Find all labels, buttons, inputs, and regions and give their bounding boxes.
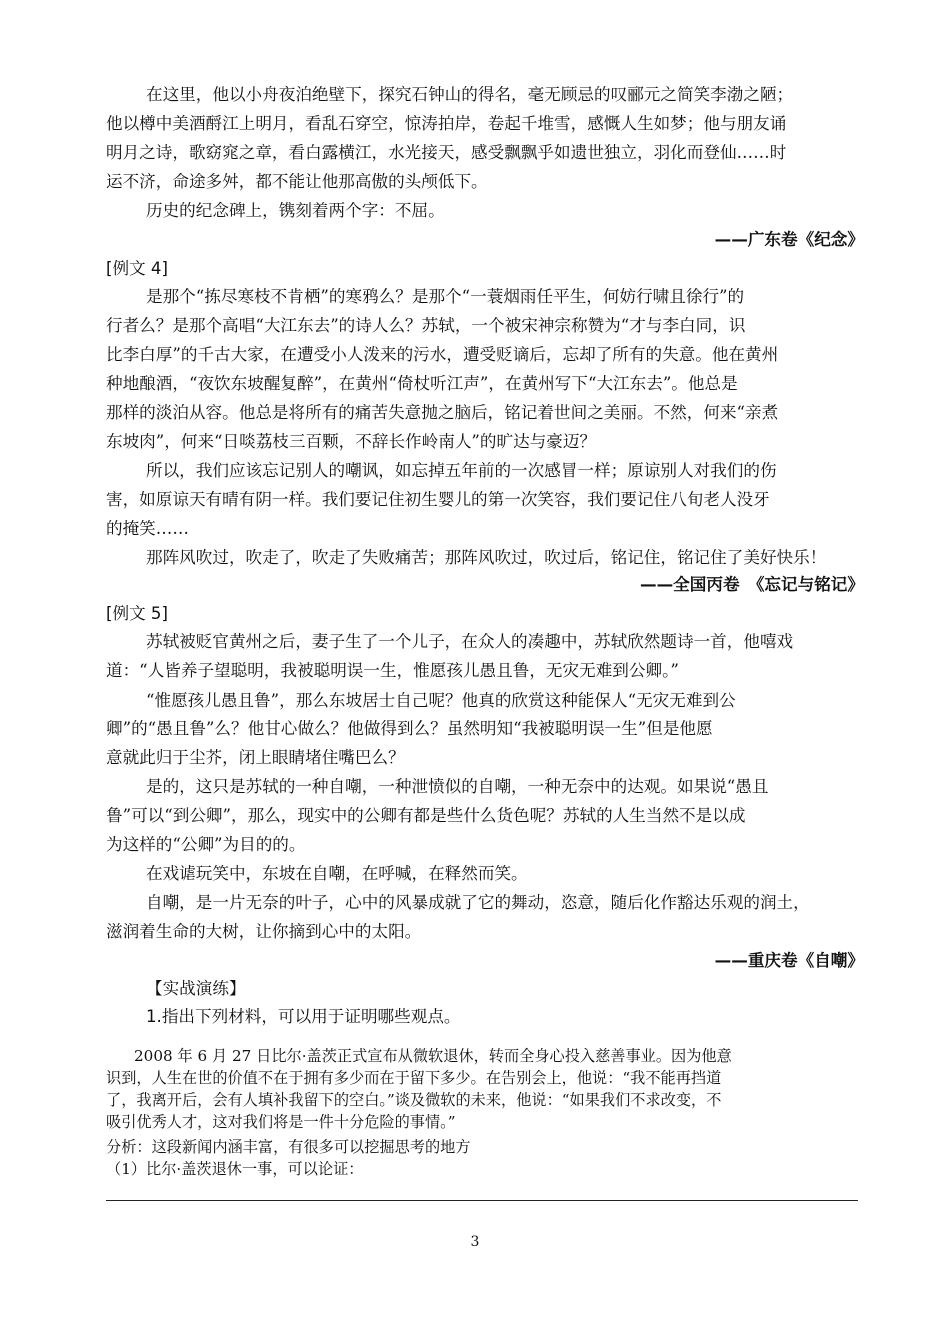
body-text-line: 鲁”可以“到公卿”，那么，现实中的公卿有都是些什么货色呢？苏轼的人生当然不是以成 (106, 806, 746, 825)
body-text-line: 卿”的“愚且鲁”么？他甘心做么？他做得到么？虽然明知“我被聪明误一生”但是他愿 (106, 719, 713, 738)
body-text-line: 害，如原谅天有晴有阴一样。我们要记住初生婴儿的第一次笑容，我们要记住八旬老人没牙 (106, 490, 770, 509)
page-number: 3 (470, 1234, 480, 1250)
source-attribution: ——全国丙卷 《忘记与铭记》 (639, 575, 864, 594)
body-text-line: 种地酿酒，“夜饮东坡醒复醉”，在黄州“倚杖听江声”，在黄州写下“大江东去”。他总是 (106, 374, 738, 393)
answer-line (106, 1200, 858, 1201)
body-text-line: “惟愿孩儿愚且鲁”，那么东坡居士自己呢？他真的欣赏这种能保人“无灾无难到公 (146, 691, 736, 710)
example-heading: [例文 4] (106, 259, 168, 278)
body-text-line: 那阵风吹过，吹走了，吹走了失败痛苦；那阵风吹过，吹过后，铭记住，铭记住了美好快乐！ (146, 548, 827, 567)
body-text-line: 他以樽中美酒酹江上明月，看乱石穿空，惊涛拍岸，卷起千堆雪，感慨人生如梦；他与朋友诵 (106, 114, 787, 133)
body-text-line: 所以，我们应该忘记别人的嘲讽，如忘掉五年前的一次感冒一样；原谅别人对我们的伤 (146, 461, 777, 480)
example-heading: [例文 5] (106, 604, 168, 623)
body-text-line: 在戏谑玩笑中，东坡在自嘲，在呼喊，在释然而笑。 (146, 864, 528, 883)
body-text-line: 是的，这只是苏轼的一种自嘲，一种泄愤似的自嘲，一种无奈中的达观。如果说“愚且 (146, 777, 769, 796)
body-text-line: 那样的淡泊从容。他总是将所有的痛苦失意抛之脑后，铭记着世间之美丽。不然，何来“亲煮 (106, 403, 779, 422)
section-heading: 【实战演练】 (146, 979, 246, 998)
body-text-line: 东坡肉”，何来“日啖荔枝三百颗，不辞长作岭南人”的旷达与豪迈？ (106, 432, 597, 451)
body-text-line: 明月之诗，歌窈窕之章，看白露横江，水光接天，感受飘飘乎如遗世独立，羽化而登仙……时 (106, 143, 787, 162)
body-text-line: 意就此归于尘芥，闭上眼睛堵住嘴巴么？ (106, 748, 405, 767)
body-text-line: 道：“人皆养子望聪明，我被聪明误一生，惟愿孩儿愚且鲁，无灾无难到公卿。” (106, 661, 679, 680)
source-attribution: ——广东卷《纪念》 (714, 230, 864, 249)
body-text-line: 自嘲，是一片无奈的叶子，心中的风暴成就了它的舞动，恣意，随后化作豁达乐观的润土， (146, 893, 810, 912)
question-text: 1.指出下列材料，可以用于证明哪些观点。 (146, 1007, 461, 1026)
body-text-line: 为这样的“公卿”为目的的。 (106, 835, 306, 854)
body-text-line: 历史的纪念碑上，镌刻着两个字：不屈。 (146, 201, 445, 220)
body-text-line: 行者么？是那个高唱“大江东去”的诗人么？苏轼，一个被宋神宗称赞为“才与李白同，识 (106, 316, 746, 335)
material-line: 2008 年 6 月 27 日比尔·盖茨正式宣布从微软退休，转而全身心投入慈善事业。因为他意 (134, 1047, 732, 1065)
body-text-line: 滋润着生命的大树，让你摘到心中的太阳。 (106, 922, 422, 941)
body-text-line: 的掩笑…… (106, 519, 189, 538)
source-attribution: ——重庆卷《自嘲》 (714, 951, 864, 970)
body-text-line: 苏轼被贬官黄州之后，妻子生了一个儿子，在众人的凑趣中，苏轼欣然题诗一首，他嘻戏 (146, 632, 794, 651)
body-text-line: 比李白厚”的千古大家，在遭受小人泼来的污水，遭受贬谪后，忘却了所有的失意。他在黄州 (106, 345, 779, 364)
analysis-text: 分析：这段新闻内涵丰富，有很多可以挖掘思考的地方 (106, 1138, 471, 1156)
body-text-line: 是那个“拣尽寒枝不肯栖”的寒鸦么？是那个“一蓑烟雨任平生，何妨行啸且徐行”的 (146, 287, 745, 306)
body-text-line: 运不济，命途多舛，都不能让他那高傲的头颅低下。 (106, 172, 488, 191)
material-line: 吸引优秀人才，这对我们将是一件十分危险的事情。” (106, 1113, 456, 1131)
material-line: 了，我离开后，会有人填补我留下的空白。”谈及微软的未来，他说：“如果我们不求改变，不 (106, 1091, 722, 1109)
material-line: 识到，人生在世的价值不在于拥有多少而在于留下多少。在告别会上，他说：“我不能再挡道 (106, 1069, 722, 1087)
body-text-line: 在这里，他以小舟夜泊绝壁下，探究石钟山的得名，毫无顾忌的叹郦元之简笑李渤之陋； (146, 85, 794, 104)
sub-item-text: （1）比尔·盖茨退休一事，可以论证： (106, 1160, 364, 1178)
